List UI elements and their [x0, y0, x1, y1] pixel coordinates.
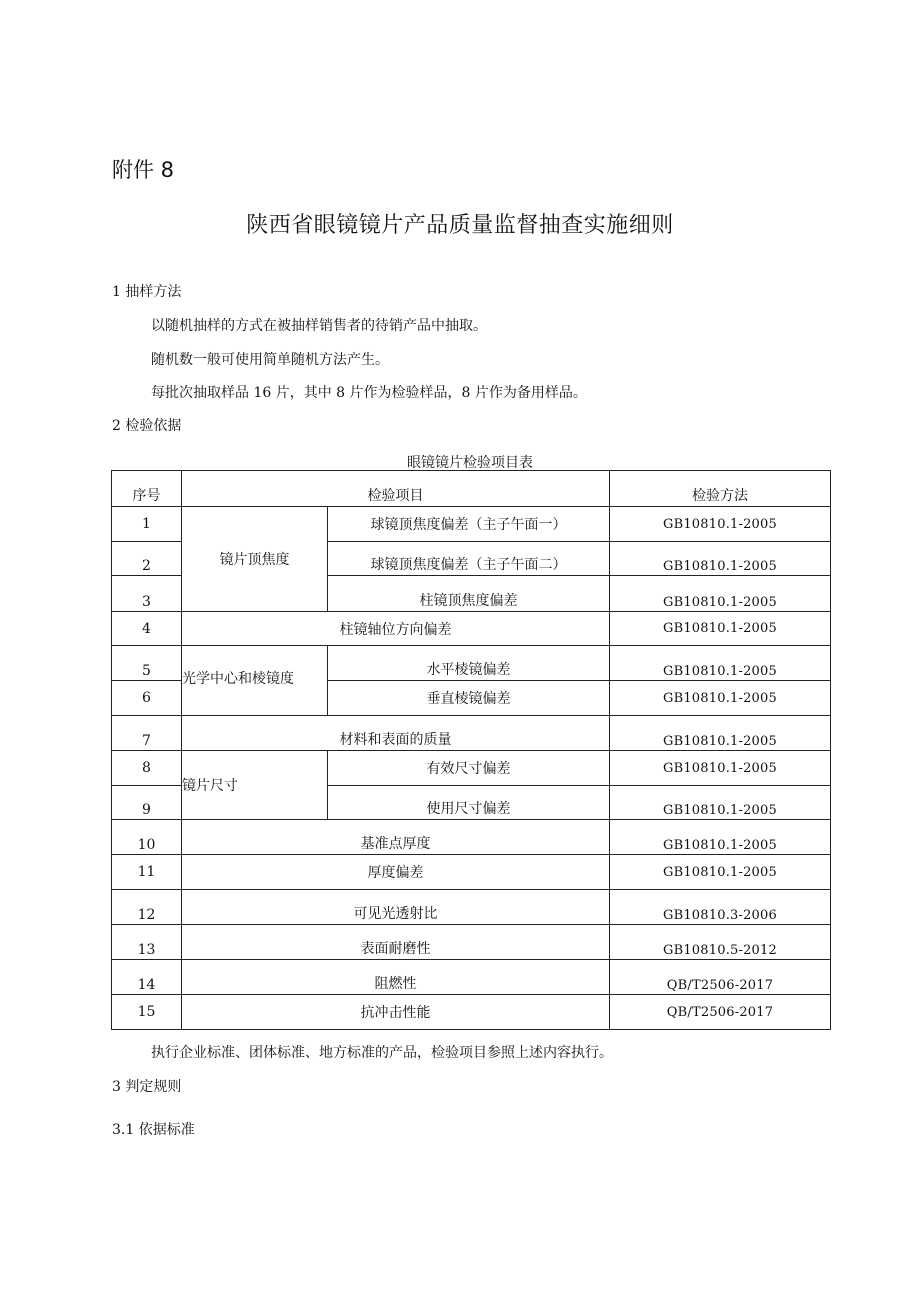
- row-item: 使用尺寸偏差: [328, 786, 610, 820]
- row-item: 可见光透射比: [182, 890, 610, 925]
- row-method: GB10810.1-2005: [610, 716, 831, 751]
- row-method: GB10810.1-2005: [610, 751, 831, 786]
- table-note: 执行企业标准、团体标准、地方标准的产品，检验项目参照上述内容执行。: [151, 1045, 613, 1061]
- row-method: GB10810.3-2006: [610, 890, 831, 925]
- row-seq: 5: [112, 646, 182, 681]
- row-seq: 10: [112, 820, 182, 855]
- row-item: 材料和表面的质量: [182, 716, 610, 751]
- row-item: 基准点厚度: [182, 820, 610, 855]
- row-seq: 6: [112, 681, 182, 716]
- paragraph: 随机数一般可使用简单随机方法产生。: [151, 352, 389, 368]
- section-1-heading: 1 抽样方法: [112, 284, 182, 300]
- row-item: 抗冲击性能: [182, 995, 610, 1030]
- table-row: [112, 612, 831, 646]
- row-item: 柱镜顶焦度偏差: [328, 576, 610, 612]
- row-seq: 4: [112, 612, 182, 646]
- group-size: 镜片尺寸: [182, 751, 328, 820]
- row-seq: 7: [112, 716, 182, 751]
- group-focal: 镜片顶焦度: [182, 507, 328, 612]
- row-seq: 12: [112, 890, 182, 925]
- table-row: [112, 751, 831, 786]
- table-row: [112, 507, 831, 542]
- row-item: 阻燃性: [182, 960, 610, 995]
- attachment-label: 附件 8: [112, 158, 175, 182]
- table-row: [112, 820, 831, 855]
- row-item: 水平棱镜偏差: [328, 646, 610, 681]
- row-seq: 3: [112, 576, 182, 612]
- group-optical: 光学中心和棱镜度: [182, 646, 328, 716]
- table-row: [112, 716, 831, 751]
- row-method: GB10810.1-2005: [610, 576, 831, 612]
- row-method: GB10810.1-2005: [610, 786, 831, 820]
- table-row: [112, 855, 831, 890]
- row-method: GB10810.1-2005: [610, 612, 831, 646]
- row-method: GB10810.1-2005: [610, 855, 831, 890]
- header-item: 检验项目: [182, 471, 610, 507]
- table-header-row: [112, 471, 831, 507]
- row-item: 垂直棱镜偏差: [328, 681, 610, 716]
- table-row: [112, 646, 831, 681]
- paragraph: 每批次抽取样品 16 片，其中 8 片作为检验样品，8 片作为备用样品。: [151, 385, 587, 401]
- table-row: [112, 995, 831, 1030]
- row-method: GB10810.1-2005: [610, 681, 831, 716]
- table-row: [112, 960, 831, 995]
- section-3-1-heading: 3.1 依据标准: [112, 1122, 195, 1138]
- row-item: 柱镜轴位方向偏差: [182, 612, 610, 646]
- row-seq: 9: [112, 786, 182, 820]
- document-title: 陕西省眼镜镜片产品质量监督抽查实施细则: [246, 213, 674, 238]
- row-method: GB10810.1-2005: [610, 542, 831, 576]
- row-item: 球镜顶焦度偏差（主子午面二）: [328, 542, 610, 576]
- row-seq: 15: [112, 995, 182, 1030]
- row-item: 有效尺寸偏差: [328, 751, 610, 786]
- inspection-items-table: [111, 470, 831, 1030]
- row-method: GB10810.1-2005: [610, 820, 831, 855]
- row-seq: 1: [112, 507, 182, 542]
- row-item: 表面耐磨性: [182, 925, 610, 960]
- section-2-heading: 2 检验依据: [112, 418, 182, 434]
- row-method: GB10810.1-2005: [610, 507, 831, 542]
- row-seq: 14: [112, 960, 182, 995]
- row-seq: 8: [112, 751, 182, 786]
- row-method: QB/T2506-2017: [610, 995, 831, 1030]
- row-method: GB10810.5-2012: [610, 925, 831, 960]
- row-item: 球镜顶焦度偏差（主子午面一）: [328, 507, 610, 542]
- header-method: 检验方法: [610, 471, 831, 507]
- table-caption: 眼镜镜片检验项目表: [407, 455, 533, 471]
- paragraph: 以随机抽样的方式在被抽样销售者的待销产品中抽取。: [151, 318, 487, 334]
- header-seq: 序号: [112, 471, 182, 507]
- row-method: GB10810.1-2005: [610, 646, 831, 681]
- section-3-heading: 3 判定规则: [112, 1079, 182, 1095]
- table-row: [112, 925, 831, 960]
- row-item: 厚度偏差: [182, 855, 610, 890]
- table-row: [112, 890, 831, 925]
- row-method: QB/T2506-2017: [610, 960, 831, 995]
- row-seq: 2: [112, 542, 182, 576]
- row-seq: 11: [112, 855, 182, 890]
- row-seq: 13: [112, 925, 182, 960]
